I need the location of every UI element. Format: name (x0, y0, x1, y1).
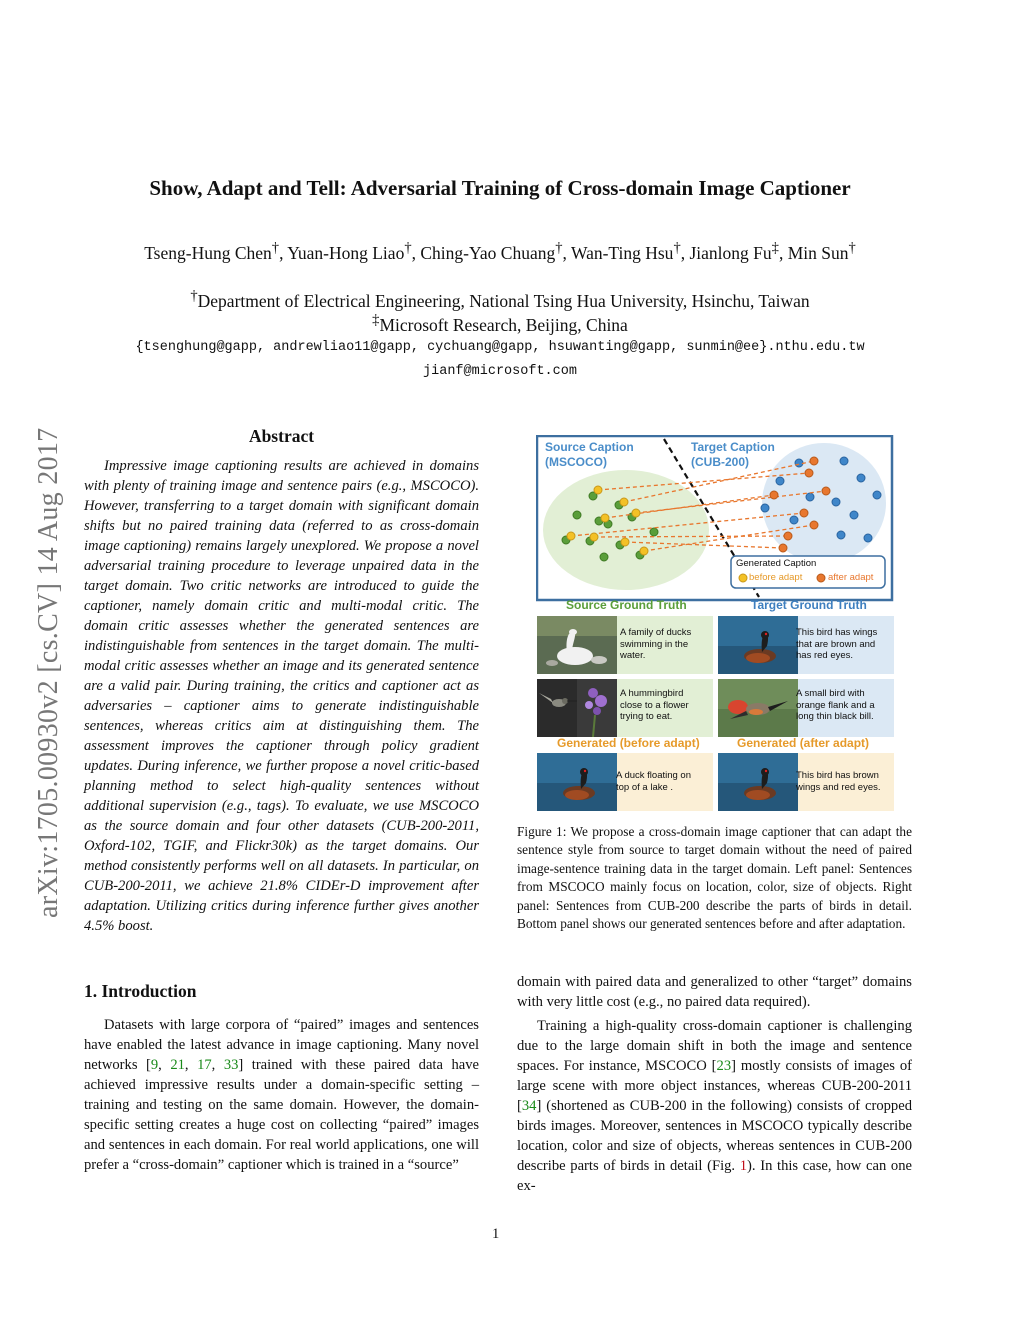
before-adapt-dot (632, 509, 640, 517)
grebe-image (537, 753, 617, 811)
figure-reference-link[interactable]: 1 (739, 1158, 748, 1174)
target-caption-label (691, 440, 775, 470)
intro-text: Datasets with large corpora of “paired” images and sentences have enabled the latest advance in image captioning. Many novel networks [ (84, 1017, 479, 1073)
author-name: Wan-Ting Hsu (570, 242, 674, 263)
figure-1 (536, 435, 894, 813)
legend-before-swatch (739, 574, 747, 582)
caption-line: A small bird with (796, 688, 865, 699)
after-adapt-dot (805, 469, 813, 477)
legend-before-label: before adapt (749, 572, 803, 583)
caption-line: that are brown and (796, 638, 876, 650)
after-adapt-dot (779, 544, 787, 552)
caption-line: water. (620, 650, 646, 661)
ducks-photo (537, 616, 617, 674)
author-mark: † (673, 240, 681, 256)
caption-line: swimming in the (620, 638, 689, 650)
author-name: Ching-Yao Chuang (420, 242, 556, 263)
ducks-image (537, 616, 617, 674)
caption-line: orange flank and a (796, 699, 875, 711)
legend-after-swatch (817, 574, 825, 582)
intro-text: ). In this case, how can one ex- (517, 1158, 912, 1194)
affiliation-2 (0, 312, 1000, 336)
source-caption-label-line: Source Caption (545, 440, 634, 454)
caption-line: A duck floating on (616, 770, 691, 781)
caption-line: A hummingbird (620, 688, 684, 699)
before-adapt-dot (590, 533, 598, 541)
target-caption-dot (864, 534, 872, 542)
intro-text: ] (shortened as CUB-200 in the following) consists of cropped birds images. Moreover, sentences in MSCOCO typically describe location, color and size of objects, whereas sentences in CUB-200 describe parts of birds in detail (Fig. (517, 1098, 912, 1174)
author-name: Jianlong Fu (689, 242, 772, 263)
citation-link[interactable]: 34 (521, 1098, 537, 1114)
affiliation-1 (0, 288, 1000, 312)
abstract-body: Impressive image captioning results are achieved in domains with plenty of training image and sentence pairs (e.g., MSCOCO). However, transferring to a target domain with significant domain shifts but no paired training data (referred to as cross-domain image captioning) remains largely unexplored. We propose a novel adversarial training procedure to leverage unpaired data in the target domain. Two critic networks are introduced to guide the captioner, namely domain critic and multi-modal critic. The domain critic assesses whether the generated sentences are indistinguishable from sentences in the target domain. The multi-modal critic assesses whether an image and its generated sentence are a valid pair. During training, the critics and captioner act as adversaries – captioner aims to generate indistinguishable sentences, whereas critics aim at distinguishing them. The assessment improves the captioner through policy gradient updates. During inference, we further propose a novel critic-based planning method to select high-quality sentences without additional supervision (e.g., tags). To evaluate, we use MSCOCO as the source domain and four other datasets (CUB-200-2011, Oxford-102, TGIF, and Flickr30k) as the target domains. Our method consistently performs well on all datasets. In particular, on CUB-200-2011, we achieve 21.8% CIDEr-D improvement after adaptation. Utilizing critics during inference further gives another 4.5% boost. (84, 458, 479, 934)
caption-line: This bird has brown (796, 770, 879, 781)
caption-line: top of a lake . (616, 781, 674, 793)
author-name: Min Sun (787, 242, 849, 263)
target-caption-dot (776, 477, 784, 485)
caption-line: A family of ducks (620, 627, 692, 638)
intro-text: ] trained with these paired data have achieved impressive results under a domain-specific setting – training and testing on the same domain. However, the domain-specific setting creates a huge cost on collecting “paired” images and sentences in each domain. For real world applications, one will prefer a “cross-domain” captioner which is trained in a “source” (84, 1057, 480, 1173)
after-adapt-dot (784, 532, 792, 540)
caption-line: trying to eat. (620, 711, 673, 722)
caption-line: close to a flower (620, 699, 689, 711)
generated-before-label: Generated (before adapt) (557, 736, 700, 750)
author-list: Tseng-Hung Chen†, Yuan-Hong Liao†, Ching-Yao Chuang†, Wan-Ting Hsu†, Jianlong Fu‡, Min Sun† (144, 240, 856, 263)
author-mark: † (848, 240, 856, 256)
source-caption-dot (600, 553, 608, 561)
before-adapt-dot (621, 538, 629, 546)
after-adapt-dot (810, 521, 818, 529)
right-column-text (517, 972, 912, 1196)
small-bird-image (718, 679, 798, 737)
target-caption-dot (857, 474, 865, 482)
caption-generated-before (616, 770, 691, 793)
legend-title: Generated Caption (736, 558, 817, 569)
before-adapt-dot (567, 532, 575, 540)
intro-paragraph-1: Datasets with large corpora of “paired” images and sentences have enabled the latest advance in image captioning. Many novel networks [9, 21, 17, 33] trained with these paired data have achieved impressive results under a domain-specific setting – training and testing on the same domain. However, the domain-specific setting creates a huge cost on collecting “paired” images and sentences in each domain. For real world applications, one will prefer a “cross-domain” captioner which is trained in a “source” (84, 1017, 480, 1173)
target-caption-dot (761, 504, 769, 512)
caption-line: This bird has wings (796, 627, 878, 638)
figure-caption-text: We propose a cross-domain image captioner that can adapt the sentence style from source to target domain without the need of paired image-sentence training data in the target domain. Left panel: Sentences from MSCOCO mainly focus on location, color, size of objects. Right panel: Sentences from CUB-200 describe the parts of birds in detail. Bottom panel shows our generated sentences before and after adaptation. (517, 824, 912, 932)
source-caption-dot (650, 528, 658, 536)
source-ground-truth-label: Source Ground Truth (566, 598, 687, 612)
author-mark: † (555, 240, 563, 256)
target-caption-dot (873, 491, 881, 499)
caption-target-gt-2 (796, 688, 875, 723)
grebe-photo-before (537, 753, 617, 811)
affiliation-text: Microsoft Research, Beijing, China (379, 314, 628, 335)
email-line-1: {tsenghung@gapp, andrewliao11@gapp, cychuang@gapp, hsuwanting@gapp, sunmin@ee}.nthu.edu.tw (135, 340, 865, 355)
target-caption-dot (790, 516, 798, 524)
affiliation-mark: † (190, 288, 198, 304)
hummingbird-image (537, 679, 617, 737)
page-number: 1 (492, 1226, 500, 1242)
section-heading-introduction: 1. Introduction (84, 981, 197, 1001)
intro-paragraph-continued: domain with paired data and generalized to other “target” domains with very little cost (e.g., no paired data required). (517, 974, 912, 1010)
caption-line: long thin black bill. (796, 711, 874, 722)
caption-source-gt-2 (620, 688, 689, 723)
before-adapt-dot (601, 514, 609, 522)
citation-link[interactable]: 33 (223, 1057, 239, 1073)
citation-link[interactable]: 21 (170, 1057, 185, 1073)
caption-target-gt-1 (796, 627, 877, 662)
small-bird-photo (718, 679, 798, 737)
intro-text: ] mostly consists of images of large scene with more object instances, whereas CUB-200-2011 [ (517, 1058, 912, 1114)
after-adapt-dot (800, 509, 808, 517)
caption-generated-after (796, 770, 881, 793)
grebe-image (718, 616, 798, 674)
citation-link[interactable]: 9 (150, 1057, 159, 1073)
before-adapt-dot (594, 486, 602, 494)
grebe-photo (718, 616, 798, 674)
before-adapt-dot (620, 498, 628, 506)
generated-after-label: Generated (after adapt) (737, 736, 870, 750)
legend-after-label: after adapt (828, 572, 874, 583)
abstract-heading: Abstract (248, 426, 315, 446)
citation-link[interactable]: 23 (716, 1058, 732, 1074)
figure-caption (517, 823, 912, 933)
arxiv-side-stamp: arXiv:1705.00930v2 [cs.CV] 14 Aug 2017 (33, 427, 64, 918)
caption-source-gt-1 (620, 627, 691, 662)
target-caption-dot (806, 493, 814, 501)
target-caption-dot (832, 498, 840, 506)
after-adapt-dot (810, 457, 818, 465)
source-caption-label-line: (MSCOCO) (545, 455, 607, 469)
after-adapt-dot (770, 491, 778, 499)
source-caption-label (545, 440, 634, 470)
email-line-2: jianf@microsoft.com (423, 364, 577, 379)
caption-line: has red eyes. (796, 650, 854, 661)
target-caption-dot (840, 457, 848, 465)
paper-title: Show, Adapt and Tell: Adversarial Training of Cross-domain Image Captioner (149, 176, 851, 200)
intro-text: Training a high-quality cross-domain captioner is challenging due to the large domain shift in both the image and sentence spaces. For instance, MSCOCO [ (517, 1018, 912, 1074)
hummingbird-photo (537, 679, 617, 737)
affiliation-mark: ‡ (372, 312, 380, 328)
source-caption-dot (573, 511, 581, 519)
author-name: Tseng-Hung Chen (144, 242, 272, 263)
caption-line: wings and red eyes. (796, 781, 881, 793)
target-caption-dot (837, 531, 845, 539)
grebe-photo-after (718, 753, 798, 811)
target-caption-label-line: Target Caption (691, 440, 775, 454)
author-mark: ‡ (771, 240, 779, 256)
figure-caption-label: Figure 1: (517, 824, 567, 839)
author-mark: † (404, 240, 412, 256)
grebe-image (718, 753, 798, 811)
author-name: Yuan-Hong Liao (287, 242, 405, 263)
before-adapt-dot (640, 547, 648, 555)
affiliation-text: Department of Electrical Engineering, National Tsing Hua University, Hsinchu, Taiwan (197, 290, 810, 311)
author-mark: † (271, 240, 280, 256)
citation-link[interactable]: 17 (197, 1057, 212, 1073)
target-ground-truth-label: Target Ground Truth (751, 598, 867, 612)
after-adapt-dot (822, 487, 830, 495)
target-caption-dot (850, 511, 858, 519)
intro-paragraph-2 (517, 1016, 912, 1196)
target-caption-label-line: (CUB-200) (691, 455, 750, 469)
